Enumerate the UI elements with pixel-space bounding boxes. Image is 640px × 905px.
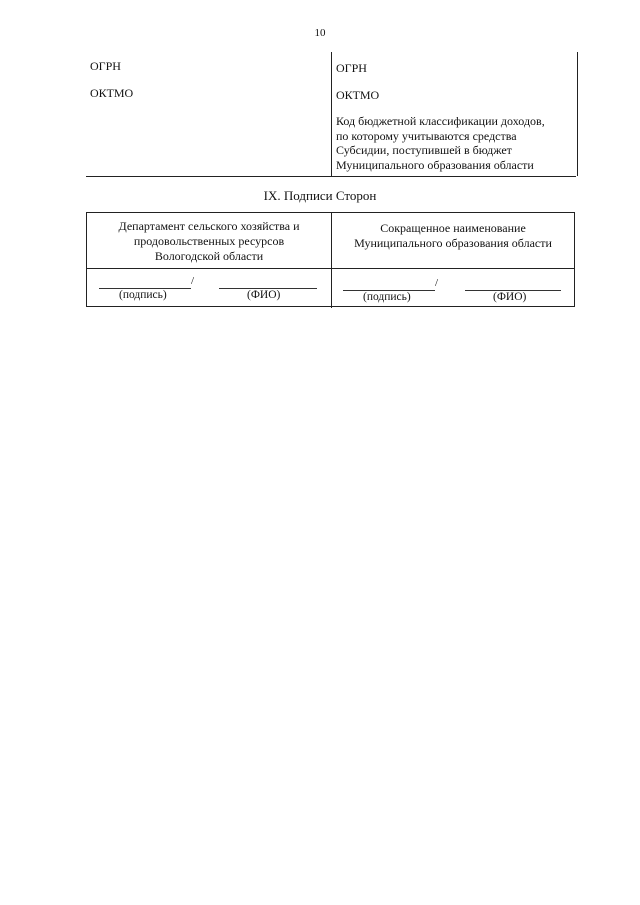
left-signature-caption: (подпись) <box>119 289 167 301</box>
requisites-table <box>86 52 576 177</box>
left-party-name <box>91 219 327 264</box>
page-number: 10 <box>314 27 326 39</box>
left-oktmo-label: ОКТМО <box>90 86 134 100</box>
left-name-caption: (ФИО) <box>247 289 281 301</box>
kbk-line: Субсидии, поступившей в бюджет <box>336 143 512 157</box>
kbk-line: по которому учитываются средства <box>336 128 517 143</box>
requisites-left-column <box>86 52 330 176</box>
left-party-line: продовольственных ресурсов <box>133 234 285 248</box>
left-party-line: Департамент сельского хозяйства и <box>118 219 300 233</box>
left-ogrn-label: ОГРН <box>90 59 121 73</box>
right-name-caption: (ФИО) <box>493 291 527 303</box>
kbk-line: Код бюджетной классификации доходов, <box>336 114 545 128</box>
kbk-line: Муниципального образования области <box>336 157 534 172</box>
right-party-name <box>335 221 571 251</box>
column-divider <box>331 213 332 308</box>
right-ogrn-label: ОГРН <box>336 61 367 75</box>
right-party-line: Сокращенное наименование <box>380 221 526 235</box>
right-party-line: Муниципального образования области <box>354 236 552 250</box>
budget-classification-code-label <box>336 114 545 172</box>
signatures-table <box>86 212 575 307</box>
left-slash: / <box>191 275 195 287</box>
right-oktmo-label: ОКТМО <box>336 88 380 102</box>
section-title: IX. Подписи Сторон <box>263 188 377 203</box>
requisites-right-column <box>331 52 578 176</box>
right-signature-caption: (подпись) <box>363 291 411 303</box>
row-divider <box>87 268 574 269</box>
right-slash: / <box>435 277 439 289</box>
left-party-line: Вологодской области <box>154 249 264 263</box>
